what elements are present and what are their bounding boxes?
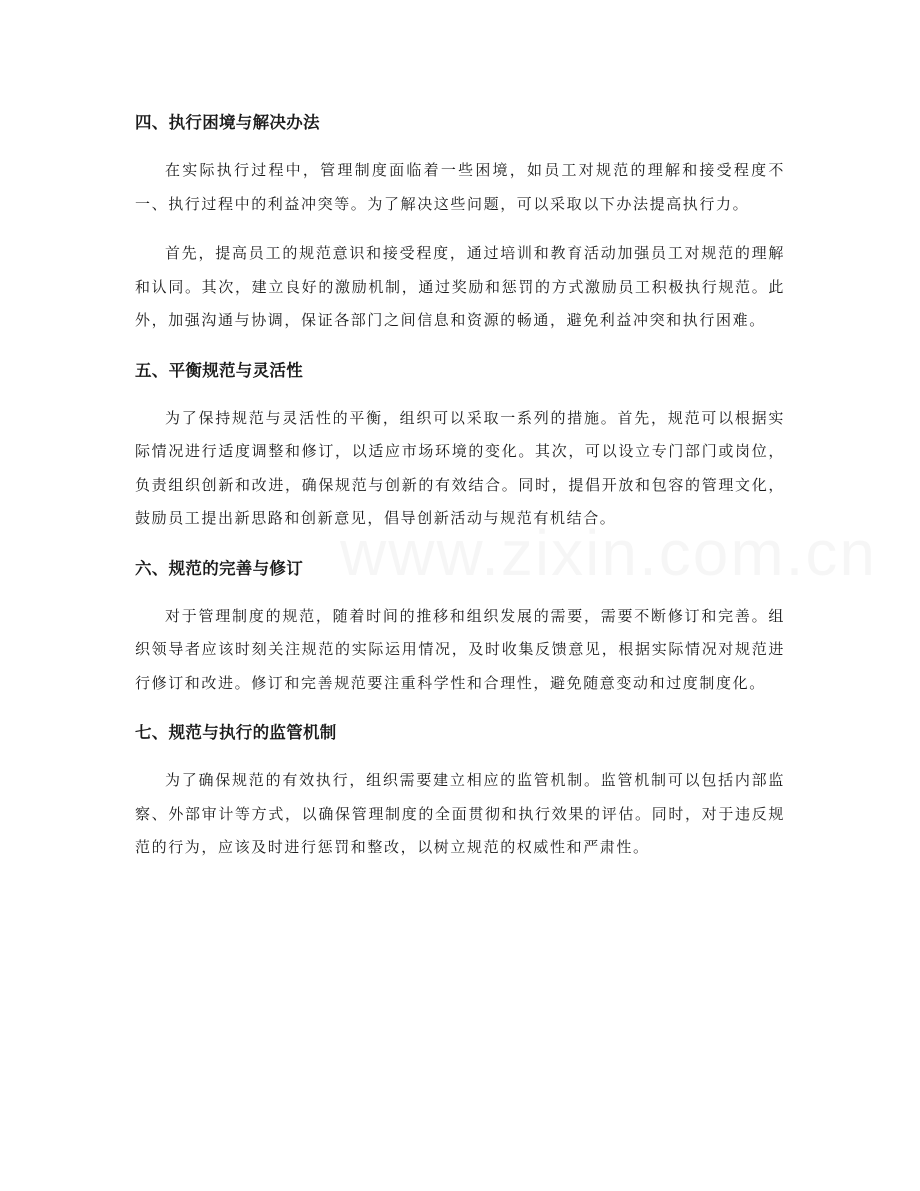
section-7	[135, 716, 785, 865]
document-content	[135, 106, 785, 881]
section-heading: 六、规范的完善与修订	[135, 558, 303, 578]
paragraph: 为了保持规范与灵活性的平衡，组织可以采取一系列的措施。首先，规范可以根据实际情况进行适度调整和修订，以适应市场环境的变化。其次，可以设立专门部门或岗位，负责组织创新和改进，确保规范与创新的有效结合。同时，提倡开放和包容的管理文化，鼓励员工提出新思路和创新意见，倡导创新活动与规范有机结合。	[135, 408, 785, 527]
paragraph: 首先，提高员工的规范意识和接受程度，通过培训和教育活动加强员工对规范的理解和认同。其次，建立良好的激励机制，通过奖励和惩罚的方式激励员工积极执行规范。此外，加强沟通与协调，保证各部门之间信息和资源的畅通，避免利益冲突和执行困难。	[135, 244, 785, 329]
section-6	[135, 552, 785, 701]
section-5	[135, 354, 785, 536]
section-heading: 七、规范与执行的监管机制	[135, 723, 337, 742]
section-4	[135, 106, 785, 338]
paragraph: 在实际执行过程中，管理制度面临着一些困境，如员工对规范的理解和接受程度不一、执行过程中的利益冲突等。为了解决这些问题，可以采取以下办法提高执行力。	[135, 161, 785, 213]
section-heading: 五、平衡规范与灵活性	[135, 360, 303, 380]
section-heading: 四、执行困境与解决办法	[135, 113, 320, 132]
paragraph: 对于管理制度的规范，随着时间的推移和组织发展的需要，需要不断修订和完善。组织领导者应该时刻关注规范的实际运用情况，及时收集反馈意见，根据实际情况对规范进行修订和改进。修订和完善规范要注重科学性和合理性，避免随意变动和过度制度化。	[135, 606, 785, 692]
paragraph: 为了确保规范的有效执行，组织需要建立相应的监管机制。监管机制可以包括内部监察、外部审计等方式，以确保管理制度的全面贯彻和执行效果的评估。同时，对于违反规范的行为，应该及时进行惩罚和整改，以树立规范的权威性和严肃性。	[135, 771, 785, 856]
